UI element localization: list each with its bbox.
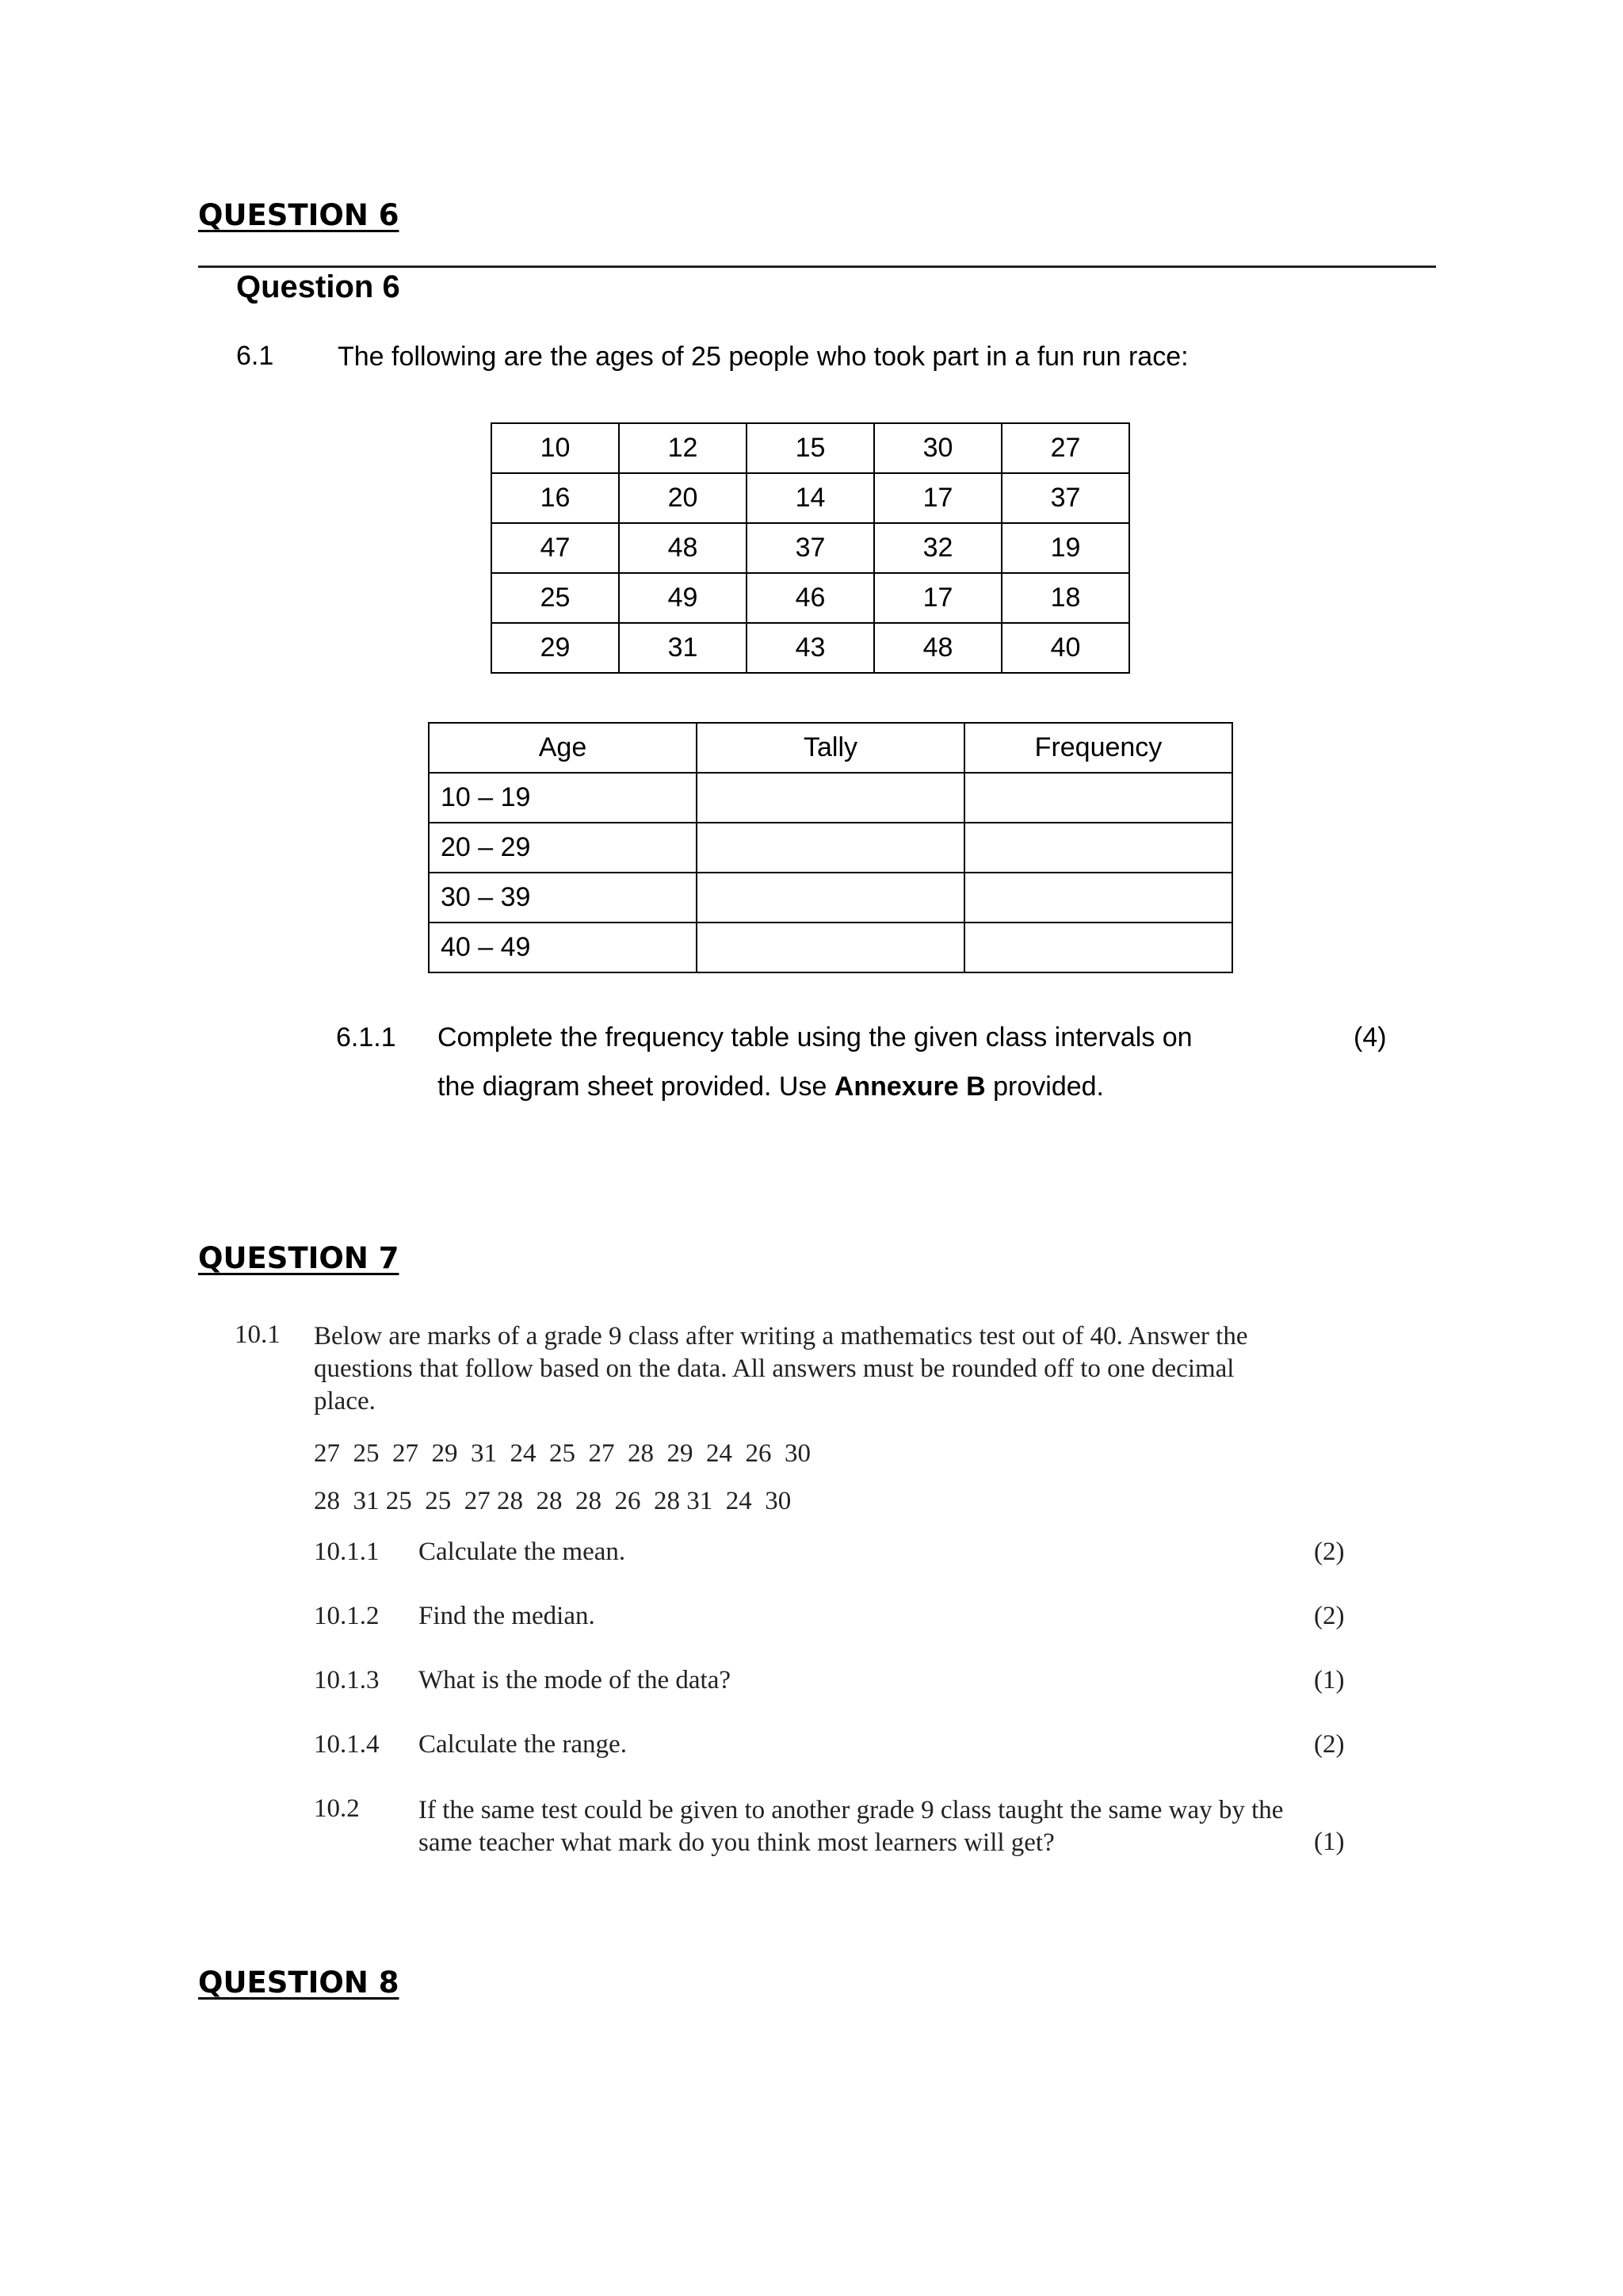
tally-cell bbox=[697, 823, 964, 873]
tally-cell bbox=[697, 873, 964, 923]
question-marks: (2) bbox=[1314, 1602, 1345, 1630]
age-cell: 49 bbox=[619, 573, 747, 623]
age-cell: 31 bbox=[619, 623, 747, 673]
item-6-1-1-line1: Complete the frequency table using the given class intervals on bbox=[437, 1022, 1193, 1052]
question-number: 10.1.3 bbox=[314, 1666, 380, 1694]
age-cell: 19 bbox=[1002, 523, 1129, 573]
table-row bbox=[429, 823, 1232, 873]
tally-cell bbox=[697, 773, 964, 823]
table-row bbox=[429, 923, 1232, 972]
age-cell: 25 bbox=[491, 573, 619, 623]
age-cell: 29 bbox=[491, 623, 619, 673]
table-row bbox=[491, 473, 1129, 523]
table-header-row bbox=[429, 723, 1232, 773]
question-text: Calculate the mean. bbox=[418, 1538, 626, 1566]
tally-cell bbox=[697, 923, 964, 972]
item-number-10-1: 10.1 bbox=[235, 1320, 281, 1349]
question-text: Calculate the range. bbox=[418, 1730, 627, 1759]
question-8-heading: QUESTION 8 bbox=[198, 1966, 399, 2000]
age-cell: 46 bbox=[747, 573, 874, 623]
item-6-1-intro: The following are the ages of 25 people who took part in a fun run race: bbox=[338, 342, 1189, 372]
age-cell: 27 bbox=[1002, 423, 1129, 473]
frequency-cell bbox=[964, 773, 1232, 823]
question-marks: (1) bbox=[1314, 1666, 1345, 1694]
age-cell: 14 bbox=[747, 473, 874, 523]
frequency-cell bbox=[964, 923, 1232, 972]
question-6-subheading: Question 6 bbox=[236, 269, 400, 304]
item-10-2-text: If the same test could be given to another grade 9 class taught the same way by the same teacher what mark do you think most learners will get? bbox=[418, 1796, 1284, 1857]
marks-data-line-2: 28 31 25 25 27 28 28 28 26 28 31 24 30 bbox=[314, 1487, 792, 1515]
question-marks: (2) bbox=[1314, 1538, 1345, 1566]
age-cell: 17 bbox=[874, 573, 1002, 623]
header-rule bbox=[198, 266, 1436, 268]
age-cell: 12 bbox=[619, 423, 747, 473]
frequency-cell bbox=[964, 873, 1232, 923]
item-number-6-1: 6.1 bbox=[236, 341, 274, 371]
age-cell: 10 bbox=[491, 423, 619, 473]
item-number-6-1-1: 6.1.1 bbox=[336, 1022, 396, 1052]
age-cell: 48 bbox=[874, 623, 1002, 673]
table-row bbox=[491, 423, 1129, 473]
table-row bbox=[491, 623, 1129, 673]
column-header-frequency: Frequency bbox=[964, 723, 1232, 773]
age-cell: 15 bbox=[747, 423, 874, 473]
age-cell: 20 bbox=[619, 473, 747, 523]
question-text: What is the mode of the data? bbox=[418, 1666, 731, 1694]
item-10-1-intro: Below are marks of a grade 9 class after writing a mathematics test out of 40. Answer the questions that follow based on the data. All answers must be rounded off to one decimal place. bbox=[314, 1322, 1248, 1415]
question-6-heading: QUESTION 6 bbox=[198, 198, 399, 232]
table-row bbox=[491, 573, 1129, 623]
line2-tail: provided. bbox=[985, 1072, 1104, 1102]
age-interval: 10 – 19 bbox=[429, 773, 697, 823]
age-interval: 20 – 29 bbox=[429, 823, 697, 873]
item-number-10-2: 10.2 bbox=[314, 1794, 360, 1823]
age-cell: 48 bbox=[619, 523, 747, 573]
annexure-b-text: Annexure B bbox=[834, 1072, 986, 1102]
table-row bbox=[429, 773, 1232, 823]
marks-6-1-1: (4) bbox=[1354, 1022, 1387, 1052]
marks-10-2: (1) bbox=[1314, 1828, 1345, 1856]
question-number: 10.1.1 bbox=[314, 1538, 380, 1566]
marks-data-line-1: 27 25 27 29 31 24 25 27 28 29 24 26 30 bbox=[314, 1439, 811, 1468]
age-cell: 16 bbox=[491, 473, 619, 523]
ages-table bbox=[491, 422, 1130, 674]
age-cell: 43 bbox=[747, 623, 874, 673]
age-interval: 30 – 39 bbox=[429, 873, 697, 923]
age-cell: 18 bbox=[1002, 573, 1129, 623]
question-number: 10.1.2 bbox=[314, 1602, 380, 1630]
question-number: 10.1.4 bbox=[314, 1730, 380, 1759]
age-interval: 40 – 49 bbox=[429, 923, 697, 972]
age-cell: 17 bbox=[874, 473, 1002, 523]
table-row bbox=[491, 523, 1129, 573]
question-text: Find the median. bbox=[418, 1602, 595, 1630]
question-7-heading: QUESTION 7 bbox=[198, 1241, 399, 1275]
age-cell: 37 bbox=[747, 523, 874, 573]
column-header-age: Age bbox=[429, 723, 697, 773]
line2-text: the diagram sheet provided. Use bbox=[437, 1072, 834, 1102]
age-cell: 47 bbox=[491, 523, 619, 573]
question-marks: (2) bbox=[1314, 1730, 1345, 1759]
column-header-tally: Tally bbox=[697, 723, 964, 773]
item-6-1-1-line2 bbox=[437, 1072, 1104, 1102]
frequency-table bbox=[428, 722, 1233, 973]
age-cell: 30 bbox=[874, 423, 1002, 473]
age-cell: 32 bbox=[874, 523, 1002, 573]
frequency-cell bbox=[964, 823, 1232, 873]
age-cell: 40 bbox=[1002, 623, 1129, 673]
age-cell: 37 bbox=[1002, 473, 1129, 523]
table-row bbox=[429, 873, 1232, 923]
